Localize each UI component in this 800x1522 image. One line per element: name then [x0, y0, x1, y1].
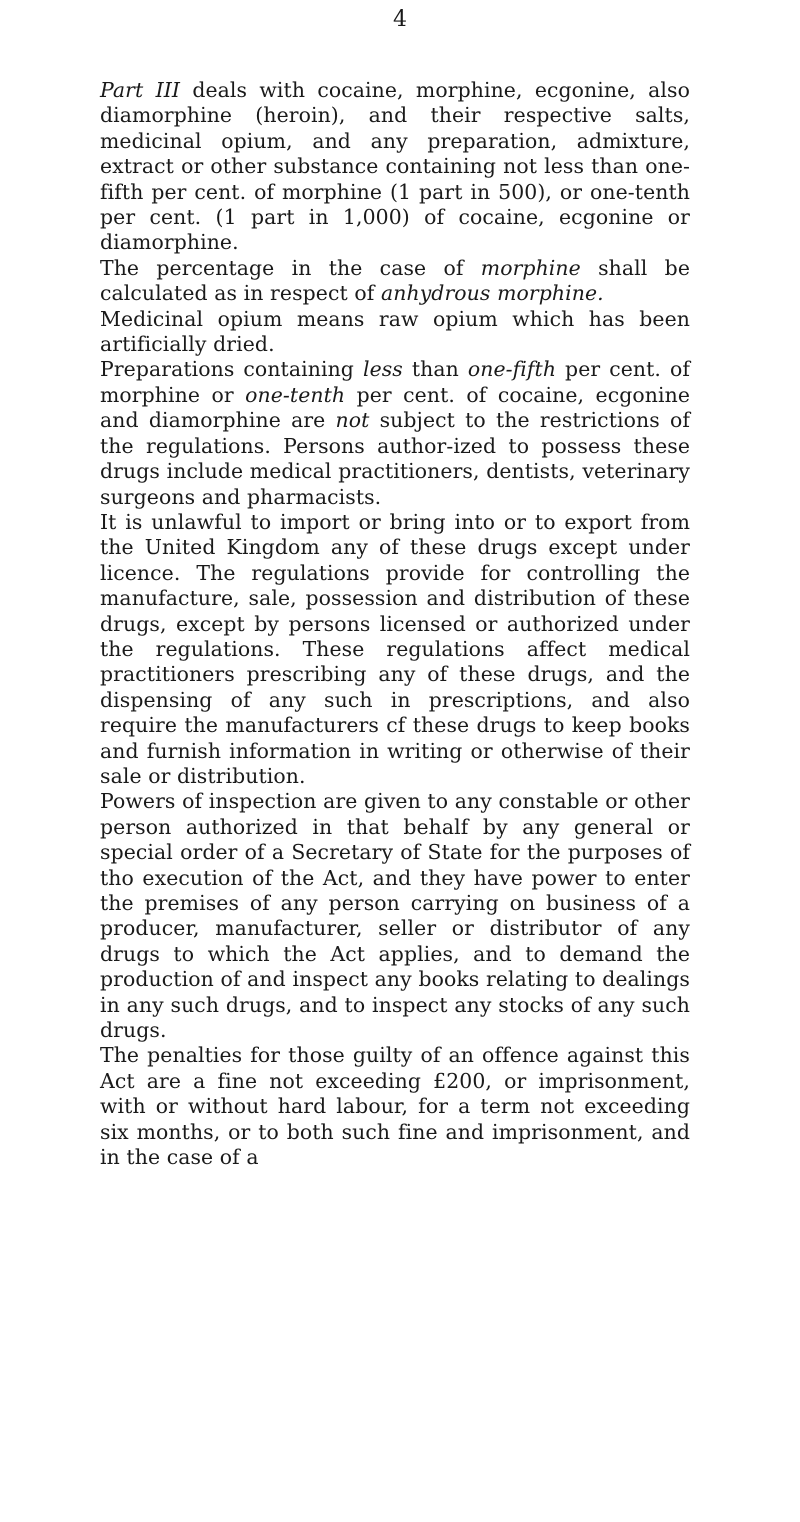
paragraph-text: It is unlawful to import or bring into or to export from the United Kingdom any of these drugs except under licence. The regulations provide for controlling the manufacture, sale, possession and distribution of these drugs, except by persons licensed or authorized under the regulations. These regulations affect medical practitioners prescribing any of these drugs, and the dispensing of any such in prescriptions, and also require the manufacturers cf these drugs to keep books and furnish information in writing or otherwise of their sale or distribution.	[100, 509, 690, 788]
paragraph-medicinal-opium	[100, 307, 690, 358]
emphasis-text: less	[362, 357, 403, 382]
paragraph-penalties	[100, 1043, 690, 1170]
paragraph-text: The percentage in the case of	[100, 255, 481, 280]
paragraph-inspection-powers	[100, 789, 690, 1043]
paragraph-text: per cent. of cocaine, ecgonine and diamorphine are	[100, 382, 690, 433]
emphasis-text: morphine	[480, 255, 581, 280]
paragraph-text: deals with cocaine, morphine, ecgonine, also diamorphine (heroin), and their respective salts, medicinal opium, and any preparation, admixture, extract or other substance containing not less than one-fifth per cent. of morphine (1 part in 500), or one-tenth per cent. (1 part in 1,000) of cocaine, ecgonine or diamorphine.	[100, 78, 690, 255]
paragraph-text: Medicinal opium means raw opium which has been artificially dried.	[100, 306, 690, 357]
paragraph-text: Powers of inspection are given to any constable or other person authorized in that behalf by any general or special order of a Secretary of State for the purposes of tho execution of the Act, and they have power to enter the premises of any person carrying on business of a producer, manufacturer, seller or distributor of any drugs to which the Act applies, and to demand the production of and inspect any books relating to dealings in any such drugs, and to inspect any stocks of any such drugs.	[100, 789, 690, 1043]
page-body	[100, 78, 690, 1170]
emphasis-text: one-fifth	[467, 357, 557, 382]
emphasis-text: not	[335, 408, 370, 433]
paragraph-percentage	[100, 256, 690, 307]
paragraph-text: Preparations containing	[100, 357, 363, 382]
emphasis-text: one-tenth	[245, 382, 346, 407]
part-heading-text: Part III	[100, 78, 181, 102]
paragraph-text: shall be calculated as in respect of	[100, 255, 690, 306]
paragraph-text: The penalties for those guilty of an offence against this Act are a fine not exceeding £200, or imprisonment, with or without hard labour, for a term not exceeding six months, or to both such fine and imprisonment, and in the case of a	[100, 1043, 690, 1170]
paragraph-text: than	[402, 357, 468, 382]
page-number: 4	[393, 7, 407, 32]
paragraph-text: per cent. of morphine or	[100, 357, 691, 407]
paragraph-part-iii	[100, 78, 690, 256]
paragraph-preparations	[100, 357, 690, 509]
paragraph-text: subject to the restrictions of the regulations. Persons author-ized to possess these drugs include medical practitioners, dentists, veterinary surgeons and pharmacists.	[100, 408, 690, 509]
emphasis-text: anhydrous morphine.	[380, 281, 604, 306]
paragraph-import-export	[100, 510, 690, 789]
